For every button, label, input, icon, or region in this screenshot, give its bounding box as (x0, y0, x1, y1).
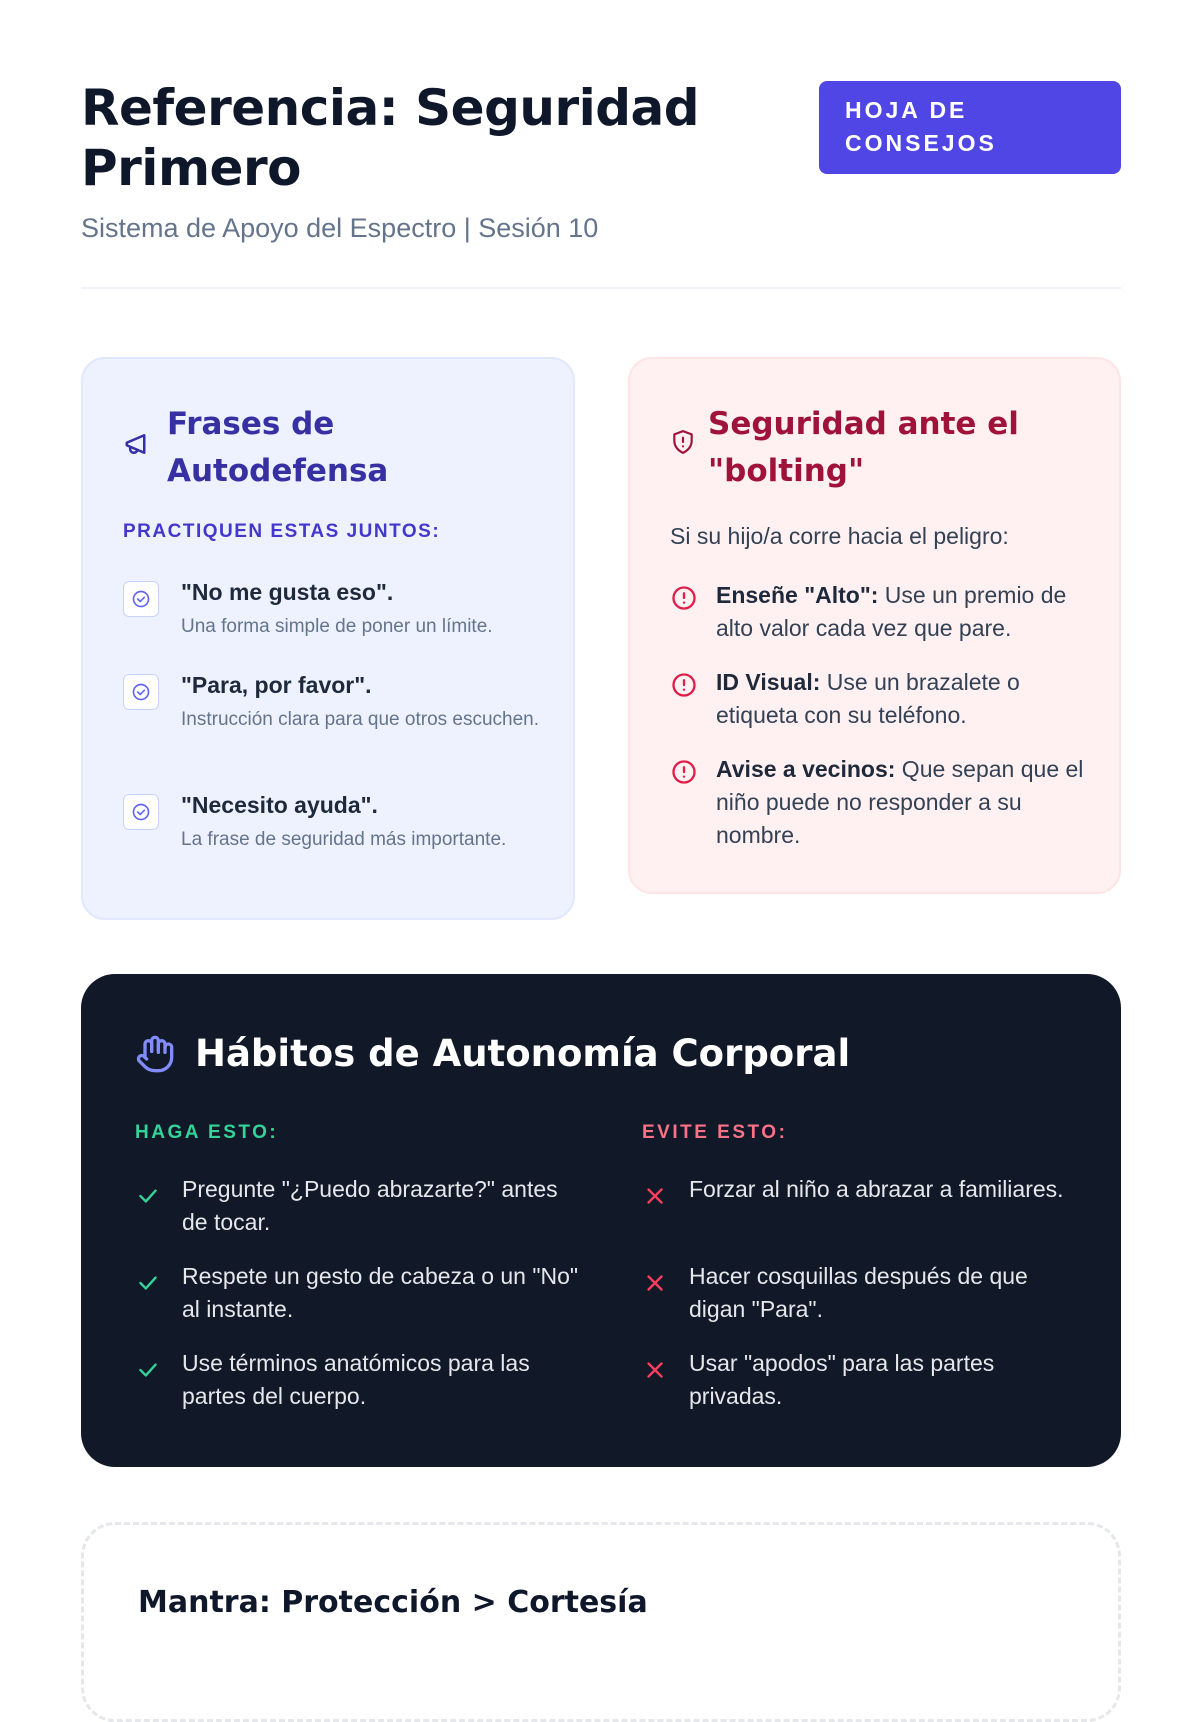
bolting-tip-body: Use un premio de alto valor cada vez que pare. (716, 582, 1067, 641)
bolting-tip-label: Avise a vecinos: (716, 756, 896, 782)
self-advocacy-card (81, 357, 575, 920)
phrase-quote: "Necesito ayuda". (181, 792, 378, 818)
do-item-text: Use términos anatómicos para las partes del cuerpo. (182, 1350, 530, 1409)
bolting-tip-text (716, 753, 1086, 852)
page-title: Referencia: Seguridad Primero (81, 79, 700, 197)
avoid-item-text: Usar "apodos" para las partes privadas. (689, 1350, 995, 1409)
alert-circle-icon (670, 758, 698, 786)
self-advocacy-kicker: PRACTIQUEN ESTAS JUNTOS: (123, 521, 441, 542)
megaphone-icon (123, 429, 153, 459)
alert-circle-icon (670, 671, 698, 699)
page (81, 0, 1121, 1620)
phrase-quote: "No me gusta eso". (181, 579, 394, 605)
bolting-safety-card (628, 357, 1121, 894)
header-divider (81, 287, 1121, 289)
check-icon (135, 1183, 161, 1209)
phrase-description: La frase de seguridad más importante. (181, 829, 507, 850)
phrase-description: Instrucción clara para que otros escuchen. (181, 709, 540, 730)
avoid-item-text: Hacer cosquillas después de que digan "Para". (689, 1263, 1028, 1322)
check-icon (135, 1357, 161, 1383)
do-this-label: HAGA ESTO: (135, 1122, 279, 1143)
check-icon (135, 1270, 161, 1296)
body-autonomy-section (81, 974, 1121, 1467)
check-circle-icon (123, 794, 159, 830)
x-icon (642, 1183, 668, 1209)
tip-sheet-badge: HOJA DE CONSEJOS (819, 81, 1121, 174)
avoid-this-label: EVITE ESTO: (642, 1122, 788, 1143)
x-icon (642, 1357, 668, 1383)
check-circle-icon (123, 581, 159, 617)
hand-icon (135, 1034, 175, 1074)
do-item-text: Respete un gesto de cabeza o un "No" al instante. (182, 1263, 579, 1322)
bolting-tip-text (716, 666, 1086, 732)
bolting-title: Seguridad ante el "bolting" (708, 406, 1019, 489)
motto-card (81, 1522, 1121, 1722)
do-item-text: Pregunte "¿Puedo abrazarte?" antes de tocar. (182, 1176, 558, 1235)
motto-title: Mantra: Protección > Cortesía (138, 1585, 648, 1620)
bolting-tip-label: ID Visual: (716, 669, 821, 695)
bolting-tip-label: Enseñe "Alto": (716, 582, 879, 608)
page-subtitle: Sistema de Apoyo del Espectro | Sesión 10 (81, 213, 599, 243)
bolting-tip-body: Use un brazalete o etiqueta con su teléfono. (716, 669, 1020, 728)
body-autonomy-title: Hábitos de Autonomía Corporal (195, 1032, 851, 1075)
alert-circle-icon (670, 584, 698, 612)
bolting-tip-text (716, 579, 1086, 645)
shield-icon (670, 429, 696, 455)
self-advocacy-title: Frases de Autodefensa (167, 406, 389, 489)
bolting-tip-body: Que sepan que el niño puede no responder a su nombre. (716, 756, 1084, 848)
phrase-description: Una forma simple de poner un límite. (181, 616, 493, 637)
avoid-item-text: Forzar al niño a abrazar a familiares. (689, 1176, 1064, 1202)
check-circle-icon (123, 674, 159, 710)
page-header (81, 78, 1121, 288)
phrase-quote: "Para, por favor". (181, 672, 372, 698)
x-icon (642, 1270, 668, 1296)
bolting-intro: Si su hijo/a corre hacia el peligro: (670, 523, 1009, 549)
